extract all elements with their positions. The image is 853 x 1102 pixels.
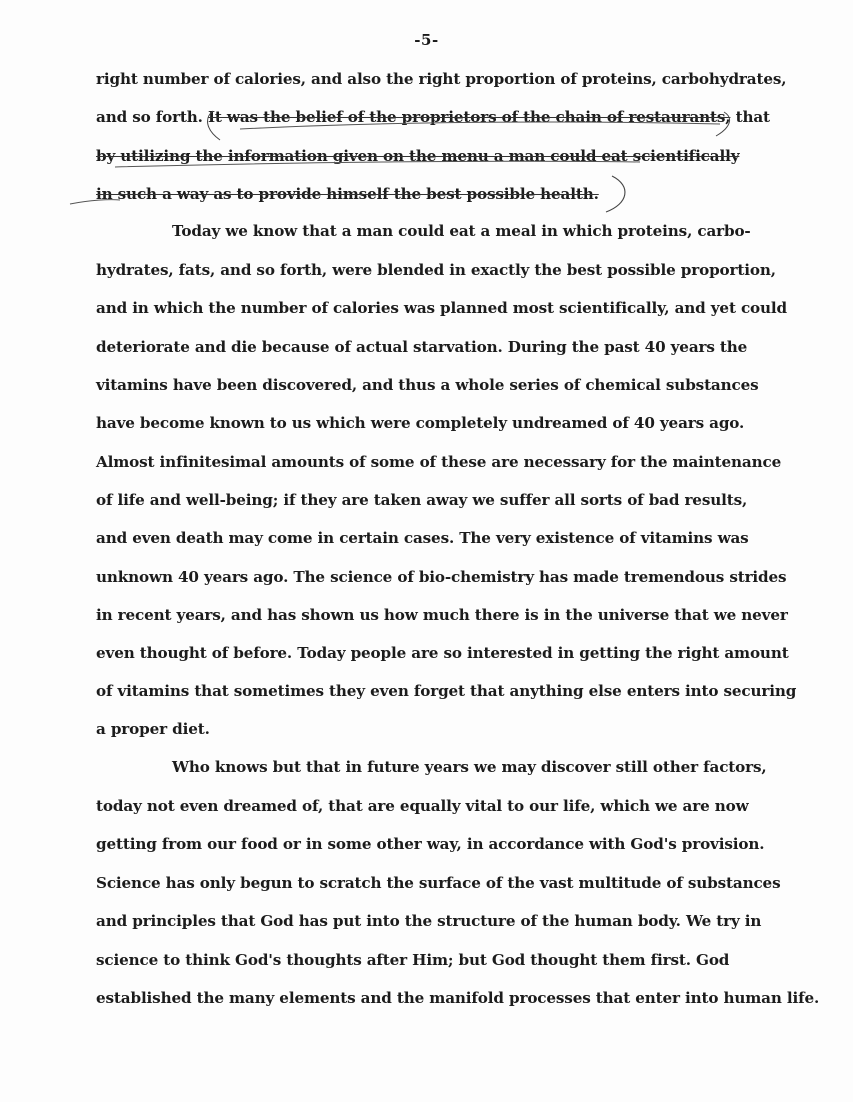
text-line: science to think God's thoughts after Him; but God thought them first. God (96, 951, 730, 969)
text-line: in recent years, and has shown us how much there is in the universe that we never (96, 606, 788, 624)
text-line: even thought of before. Today people are so interested in getting the right amount (96, 644, 789, 662)
text-line: of vitamins that sometimes they even forget that anything else enters into securing (96, 682, 797, 700)
text-line: have become known to us which were completely undreamed of 40 years ago. (96, 414, 745, 432)
text-line: established the many elements and the manifold processes that enter into human life. (96, 989, 820, 1007)
text-line: Who knows but that in future years we may discover still other factors, (172, 758, 767, 776)
text-line: and even death may come in certain cases. The very existence of vitamins was (96, 529, 749, 547)
text-line: a proper diet. (96, 720, 210, 738)
text-line: Almost infinitesimal amounts of some of these are necessary for the maintenance (96, 453, 782, 471)
text-line: Science has only begun to scratch the surface of the vast multitude of substances (96, 874, 781, 892)
struck-text-line: in such a way as to provide himself the best possible health. (96, 185, 599, 203)
text-line: of life and well-being; if they are taken away we suffer all sorts of bad results, (96, 491, 748, 509)
text-line: getting from our food or in some other way, in accordance with God's provision. (96, 835, 765, 853)
text-line: and principles that God has put into the structure of the human body. We try in (96, 912, 762, 930)
text-line: deteriorate and die because of actual starvation. During the past 40 years the (96, 338, 748, 356)
text-line: and in which the number of calories was planned most scientifically, and yet could (96, 299, 788, 317)
text-line: unknown 40 years ago. The science of bio-chemistry has made tremendous strides (96, 568, 787, 586)
text-span: and so forth. (96, 108, 208, 126)
text-line (96, 107, 770, 127)
text-line: Today we know that a man could eat a meal in which proteins, carbo- (172, 222, 751, 240)
text-line: right number of calories, and also the right proportion of proteins, carbohydrates, (96, 70, 787, 88)
closing-paren-mark (606, 176, 625, 212)
struck-text: It was the belief of the proprietors of the chain of restaurants, (207, 108, 731, 126)
text-span: that (730, 108, 770, 126)
text-line: today not even dreamed of, that are equally vital to our life, which we are now (96, 797, 749, 815)
text-line: vitamins have been discovered, and thus a whole series of chemical substances (96, 376, 759, 394)
struck-text-line: by utilizing the information given on the menu a man could eat scientifically (96, 147, 740, 165)
text-line: hydrates, fats, and so forth, were blended in exactly the best possible proportion, (96, 261, 776, 279)
page-number: -5- (414, 31, 439, 49)
